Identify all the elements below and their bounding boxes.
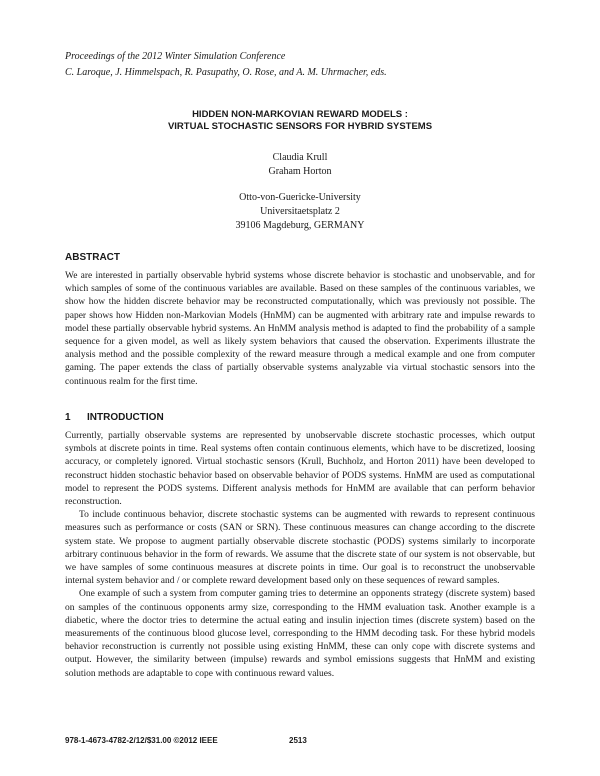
introduction-body [65, 430, 535, 681]
paragraph: Currently, partially observable systems are represented by unobservable discrete stochastic processes, which output symbols at discrete points in time. Real systems often contain continuous elements, which have to be discretized, loosing accuracy, or completely ignored. Virtual stochastic sensors (Krull, Buchholz, and Horton 2011) have been developed to reconstruct hidden stochastic behavior based on observable behavior of PODS systems. HnMM are used as computational model to represent the PODS systems. Different analysis methods for HnMM are available that can perform behavior reconstruction. [65, 431, 535, 508]
section-title: INTRODUCTION [87, 412, 164, 423]
title-line-1: HIDDEN NON-MARKOVIAN REWARD MODELS : [192, 109, 408, 120]
author-list [65, 151, 535, 179]
section-heading [65, 412, 164, 423]
page-number: 2513 [289, 736, 307, 745]
proceedings-line-2: C. Laroque, J. Himmelspach, R. Pasupathy, O. Rose, and A. M. Uhrmacher, eds. [65, 67, 387, 78]
affiliation [65, 191, 535, 233]
copyright-footer: 978-1-4673-4782-2/12/$31.00 ©2012 IEEE [65, 736, 218, 745]
affiliation-line: Otto-von-Guericke-University [239, 192, 361, 203]
proceedings-header [65, 49, 387, 81]
author-name: Claudia Krull [272, 152, 328, 163]
author-name: Graham Horton [268, 166, 332, 177]
paragraph: To include continuous behavior, discrete stochastic systems can be augmented with rewards to represent continuous measures such as performance or costs (SAN or SRN). These continuous measures can change according to the discrete system state. We propose to augment partially observable discrete stochastic (PODS) systems similarly to incorporate arbitrary continuous behavior in the form of rewards. We assume that the discrete state of our system is not observable, but we have samples of some continuous measures at discrete points in time. Our goal is to reconstruct the unobservable internal system behavior and / or complete reward development based only on these sequences of reward samples. [65, 510, 535, 587]
section-number: 1 [65, 412, 71, 423]
abstract-text: We are interested in partially observable hybrid systems whose discrete behavior is stochastic and unobservable, and for which samples of some of the continuous variables are available. Based on these samples of the continuous variables, we show how the hidden discrete behavior may be reconstructed computationally, which was previously not possible. The paper shows how Hidden non-Markovian Models (HnMM) can be augmented with arbitrary rate and impulse rewards to model these partially observable hybrid systems. An HnMM analysis method is adapted to find the probability of a sample sequence for a given model, as well as likely system behaviors that caused the observation. Experiments illustrate the analysis method and the possible complexity of the reward measure through a medical example and one from computer gaming. The paper extends the class of partially observable systems analyzable via virtual stochastic sensors into the continuous realm for the first time. [65, 271, 535, 387]
affiliation-line: 39106 Magdeburg, GERMANY [235, 220, 365, 231]
paragraph: One example of such a system from computer gaming tries to determine an opponents strategy (discrete system) based on samples of the continuous opponents army size, corresponding to the HMM evaluation task. Another example is a diabetic, where the doctor tries to determine the actual eating and insulin injection times (discrete system) based on the measurements of the continuous blood glucose level, corresponding to the HMM decoding task. For these hybrid models behavior reconstruction is currently not possible using existing HnMM, these can only cope with discrete systems and output. However, the similarity between (impulse) rewards and symbol emissions suggests that HnMM and existing solution methods are adaptable to cope with continuous reward values. [65, 589, 535, 679]
abstract-heading: ABSTRACT [65, 252, 120, 263]
affiliation-line: Universitaetsplatz 2 [260, 206, 340, 217]
title-line-2: VIRTUAL STOCHASTIC SENSORS FOR HYBRID SYSTEMS [167, 121, 433, 132]
proceedings-line-1: Proceedings of the 2012 Winter Simulation Conference [65, 51, 286, 62]
paper-title [65, 109, 535, 133]
